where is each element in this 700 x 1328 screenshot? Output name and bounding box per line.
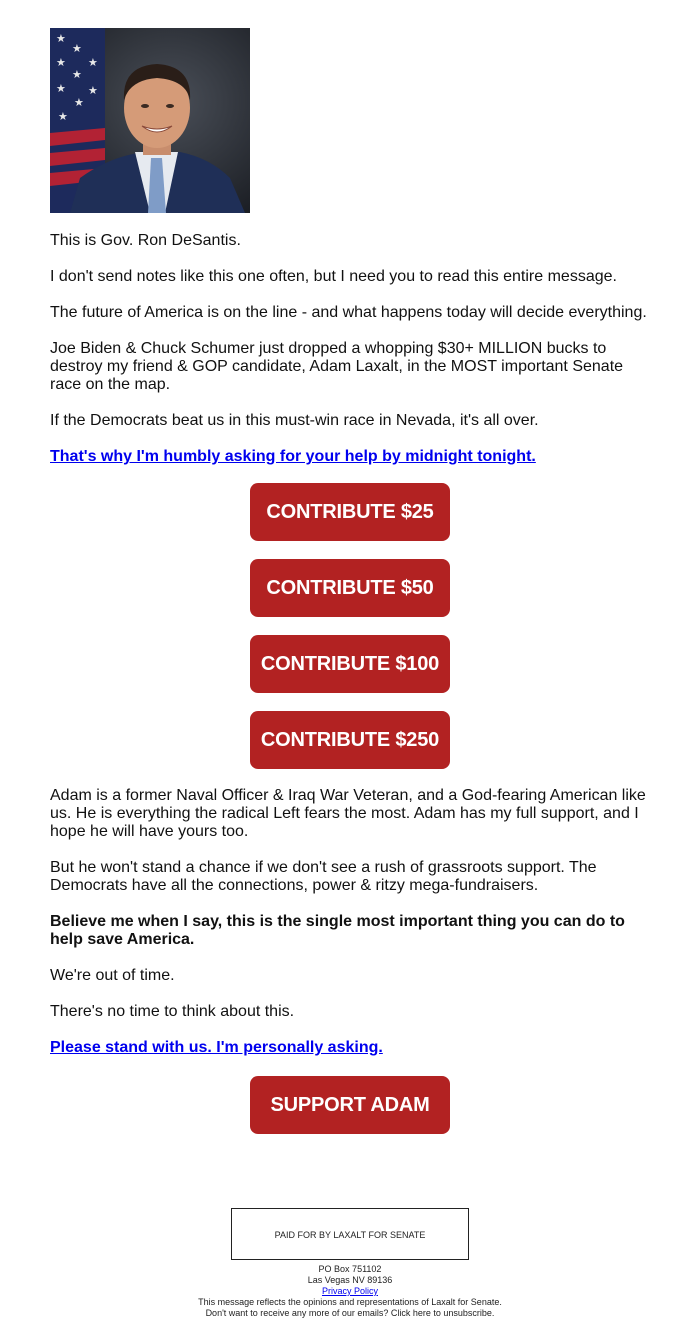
unsubscribe-link[interactable]: Don't want to receive any more of our emails? Click here to unsubscribe. <box>205 1308 495 1318</box>
svg-text:★: ★ <box>88 56 98 69</box>
support-adam-button[interactable]: SUPPORT ADAM <box>250 1076 450 1134</box>
svg-text:★: ★ <box>56 32 66 45</box>
paragraph-grassroots: But he won't stand a chance if we don't see a rush of grassroots support. The Democrats have all the connections, power & ritzy mega-fundraisers. <box>50 859 597 894</box>
contribute-250-button[interactable]: CONTRIBUTE $250 <box>250 711 450 769</box>
paragraph-no-time: There's no time to think about this. <box>50 1003 295 1020</box>
paragraph-out-of-time: We're out of time. <box>50 967 175 984</box>
svg-text:★: ★ <box>88 84 98 97</box>
intro-text: This is Gov. Ron DeSantis. <box>50 232 241 249</box>
contribute-100-button[interactable]: CONTRIBUTE $100 <box>250 635 450 693</box>
contribute-25-button[interactable]: CONTRIBUTE $25 <box>250 483 450 541</box>
email-body <box>50 28 650 1134</box>
paragraph-future: The future of America is on the line - and what happens today will decide everything. <box>50 304 647 321</box>
paid-for-disclaimer: PAID FOR BY LAXALT FOR SENATE <box>231 1208 469 1260</box>
svg-text:★: ★ <box>56 82 66 95</box>
paragraph-adam-bio: Adam is a former Naval Officer & Iraq War Veteran, and a God-fearing American like us. He is everything the radical Left fears the most. Adam has my full support, and I hope he will have yours too. <box>50 787 646 840</box>
help-by-midnight-link[interactable]: That's why I'm humbly asking for your help by midnight tonight. <box>50 448 536 465</box>
candidate-photo <box>50 28 250 213</box>
svg-text:★: ★ <box>74 96 84 109</box>
email-footer <box>0 1208 700 1319</box>
paragraph-read-message: I don't send notes like this one often, but I need you to read this entire message. <box>50 268 617 285</box>
svg-text:★: ★ <box>72 42 82 55</box>
footer-disclaimer: This message reflects the opinions and representations of Laxalt for Senate. <box>198 1297 502 1307</box>
privacy-policy-link[interactable]: Privacy Policy <box>321 1286 378 1296</box>
svg-text:★: ★ <box>72 68 82 81</box>
paragraph-must-win: If the Democrats beat us in this must-win race in Nevada, it's all over. <box>50 412 539 429</box>
svg-text:★: ★ <box>56 56 66 69</box>
paragraph-biden-schumer: Joe Biden & Chuck Schumer just dropped a whopping $30+ MILLION bucks to destroy my friend & GOP candidate, Adam Laxalt, in the MOST important Senate race on the map. <box>50 340 624 393</box>
contribute-50-button[interactable]: CONTRIBUTE $50 <box>250 559 450 617</box>
svg-text:★: ★ <box>58 110 68 123</box>
stand-with-us-link[interactable]: Please stand with us. I'm personally asking. <box>50 1039 383 1056</box>
paragraph-believe-me: Believe me when I say, this is the single most important thing you can do to help save America. <box>50 913 625 948</box>
footer-address-line2: Las Vegas NV 89136 <box>307 1275 393 1285</box>
footer-address-line1: PO Box 751102 <box>318 1264 382 1274</box>
